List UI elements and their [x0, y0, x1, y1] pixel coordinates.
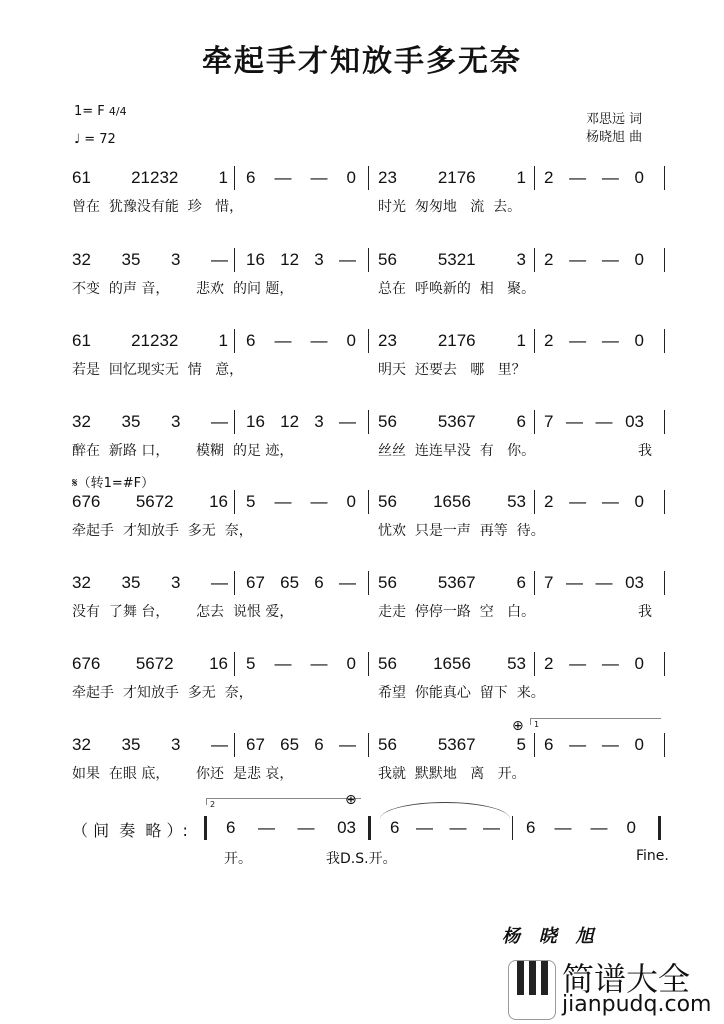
note-group: 32 — [72, 250, 91, 269]
note-group: 23 — [378, 331, 397, 350]
note-group: 12 — [280, 412, 300, 431]
song-title: 牵起手才知放手多无奈 — [202, 44, 522, 79]
note-group: 3 — [170, 412, 181, 431]
lyric-line: 我 — [638, 443, 652, 459]
note-group: 1 — [516, 331, 526, 350]
note-group: 3 — [170, 250, 181, 269]
note-group: 0 — [634, 492, 644, 511]
note-group: — — [569, 250, 587, 269]
final-barline — [658, 816, 661, 840]
note-group: 3 — [516, 250, 526, 269]
measure — [72, 735, 228, 755]
note-group: — — [310, 331, 328, 350]
note-group: — — [274, 331, 292, 350]
note-group: 1656 — [433, 492, 471, 511]
measure — [544, 735, 644, 755]
lyric-line: 时光 匆匆地 流 去。 — [378, 199, 522, 215]
barline — [534, 652, 535, 676]
note-group: 21232 — [131, 331, 179, 350]
note-group: 6 — [246, 168, 256, 187]
note-group: — — [274, 654, 292, 673]
lyric-line: 没有 了舞 台， 怎去 说恨 爱， — [72, 604, 294, 620]
barline — [234, 329, 235, 353]
note-group: 1 — [218, 168, 228, 187]
barline — [664, 410, 665, 434]
measure — [246, 250, 356, 270]
lyric-line: 我 — [638, 604, 652, 620]
barline — [368, 410, 369, 434]
note-group: 5367 — [437, 735, 476, 754]
note-group: — — [601, 331, 619, 350]
barline — [234, 166, 235, 190]
lyric-line: 不变 的声 音， 悲欢 的问 题， — [72, 281, 294, 297]
score-row — [0, 492, 724, 539]
measure — [544, 492, 644, 512]
note-group: 6 — [526, 818, 536, 837]
note-group: 0 — [626, 818, 636, 837]
final-row — [0, 792, 724, 867]
barline — [234, 248, 235, 272]
barline — [664, 571, 665, 595]
barline — [664, 490, 665, 514]
note-group: 53 — [507, 654, 526, 673]
note-group: — — [211, 573, 228, 592]
lyricist: 邓思远 词 — [586, 112, 643, 127]
measure — [378, 492, 526, 512]
tie-slur — [380, 802, 510, 819]
barline — [368, 248, 369, 272]
note-group: 32 — [72, 735, 91, 754]
note-group: 2 — [544, 654, 554, 673]
lyric: 我D.S.开。 — [326, 851, 397, 867]
note-group: 676 — [72, 492, 101, 511]
lyric-line: 丝丝 连连早没 有 你。 — [378, 443, 536, 459]
note-group: 23 — [378, 168, 397, 187]
note-group: 03 — [337, 818, 356, 837]
measure — [72, 168, 228, 188]
note-group: 56 — [378, 654, 397, 673]
note-group: 03 — [625, 412, 644, 431]
measure — [246, 492, 356, 512]
measure — [378, 250, 526, 270]
note-group: 7 — [544, 412, 554, 431]
measure — [246, 735, 356, 755]
note-group: 5367 — [437, 573, 476, 592]
note-group: 56 — [378, 573, 397, 592]
note-group: 16 — [246, 412, 265, 431]
lyric-line: 如果 在眼 底， 你还 是悲 哀， — [72, 766, 294, 782]
barline — [234, 733, 235, 757]
fine-marking: Fine. — [636, 848, 669, 864]
barline — [368, 733, 369, 757]
barline — [664, 733, 665, 757]
note-group: 6 — [226, 818, 236, 837]
note-group: 0 — [634, 250, 644, 269]
note-group: — — [590, 818, 608, 837]
measure — [246, 412, 356, 432]
lyric-line: 希望 你能真心 留下 来。 — [378, 685, 545, 701]
note-group: 6 — [544, 735, 554, 754]
measure — [72, 412, 228, 432]
note-group: 35 — [121, 573, 141, 592]
note-group: 6 — [246, 331, 256, 350]
note-group: 2 — [544, 250, 554, 269]
note-group: 35 — [121, 735, 141, 754]
composer: 杨晓旭 曲 — [586, 130, 643, 145]
measure — [378, 654, 526, 674]
score-row — [0, 412, 724, 459]
piano-icon — [508, 960, 556, 1020]
note-group: — — [338, 412, 356, 431]
note-group: 0 — [634, 654, 644, 673]
note-group: — — [569, 654, 587, 673]
measure — [544, 168, 644, 188]
note-group: — — [569, 168, 587, 187]
note-group: — — [569, 331, 587, 350]
barline — [512, 816, 513, 840]
barline — [664, 248, 665, 272]
volta-1-bracket: 1 — [530, 718, 661, 725]
lyric-line: 走走 停停一路 空 白。 — [378, 604, 536, 620]
note-group: 3 — [170, 573, 181, 592]
note-group: 6 — [516, 412, 526, 431]
score-row — [0, 573, 724, 620]
lyric: 开。 — [224, 851, 252, 867]
note-group: 6 — [314, 735, 324, 754]
watermark-url: jianpudq.com — [562, 992, 712, 1017]
note-group: — — [310, 168, 328, 187]
measure — [246, 654, 356, 674]
measure — [544, 573, 644, 593]
measure — [390, 818, 500, 838]
note-group: 0 — [346, 331, 356, 350]
note-group: 2176 — [437, 168, 476, 187]
note-group: 2 — [544, 168, 554, 187]
note-group: 16 — [209, 492, 228, 511]
measure — [544, 250, 644, 270]
note-group: — — [601, 250, 619, 269]
coda-icon: ⊕ — [512, 718, 524, 734]
measure — [246, 168, 356, 188]
note-group: 65 — [280, 573, 300, 592]
note-group: 3 — [314, 250, 324, 269]
segno-key-change: 𝄋（转1=#F） — [72, 476, 155, 491]
barline — [534, 490, 535, 514]
measure — [544, 331, 644, 351]
measure — [378, 412, 526, 432]
note-group: 5 — [516, 735, 526, 754]
lyric-line: 牵起手 才知放手 多无 奈， — [72, 685, 253, 701]
note-group: 67 — [246, 573, 265, 592]
signature: 杨 晓 旭 — [502, 926, 594, 947]
note-group: 56 — [378, 250, 397, 269]
note-group: — — [338, 250, 356, 269]
note-group: 5321 — [437, 250, 476, 269]
measure — [378, 331, 526, 351]
coda-icon: ⊕ — [345, 792, 357, 808]
measure — [72, 492, 228, 512]
note-group: 6 — [314, 573, 324, 592]
barline — [534, 410, 535, 434]
lyric-line: 醉在 新路 口， 模糊 的足 迹， — [72, 443, 294, 459]
note-group: 03 — [625, 573, 644, 592]
note-group: 2 — [544, 331, 554, 350]
score-row — [0, 654, 724, 701]
note-group: 2176 — [437, 331, 476, 350]
note-group: — — [566, 412, 583, 431]
note-group: 5 — [246, 654, 256, 673]
note-group: 0 — [634, 331, 644, 350]
note-group: 32 — [72, 573, 91, 592]
time-signature: 4/4 — [108, 105, 127, 118]
note-group: 56 — [378, 492, 397, 511]
score-row — [0, 250, 724, 297]
watermark-name: 简谱大全 — [562, 960, 691, 998]
measure — [246, 331, 356, 351]
note-group: — — [482, 818, 500, 837]
barline — [534, 733, 535, 757]
tempo: ♩ = 72 — [74, 132, 116, 147]
note-group: 0 — [634, 735, 644, 754]
score-row — [0, 735, 724, 782]
note-group: — — [297, 818, 315, 837]
note-group: 61 — [72, 168, 91, 187]
measure — [378, 573, 526, 593]
note-group: — — [601, 492, 619, 511]
note-group: 32 — [72, 412, 91, 431]
note-group: 3 — [314, 412, 324, 431]
barline — [234, 571, 235, 595]
note-group: 61 — [72, 331, 91, 350]
note-group: 676 — [72, 654, 101, 673]
note-group: 5367 — [437, 412, 476, 431]
barline — [234, 490, 235, 514]
note-group: 1 — [516, 168, 526, 187]
lyric-line: 牵起手 才知放手 多无 奈， — [72, 523, 253, 539]
barline — [534, 166, 535, 190]
barline — [368, 490, 369, 514]
note-group: 0 — [346, 654, 356, 673]
note-group: — — [595, 573, 613, 592]
measure — [246, 573, 356, 593]
note-group: 5672 — [135, 492, 174, 511]
note-group: 1 — [218, 331, 228, 350]
note-group: 16 — [209, 654, 228, 673]
note-group: 0 — [346, 168, 356, 187]
note-group: — — [449, 818, 467, 837]
note-group: — — [338, 573, 356, 592]
note-group: — — [554, 818, 572, 837]
note-group: — — [274, 168, 292, 187]
measure — [72, 331, 228, 351]
lyric-line: 总在 呼唤新的 相 聚。 — [378, 281, 536, 297]
measure — [72, 573, 228, 593]
note-group: — — [601, 735, 619, 754]
lyric-line: 曾在 犹豫没有能 珍 惜， — [72, 199, 244, 215]
barline — [368, 329, 369, 353]
measure — [378, 735, 526, 755]
note-group: — — [415, 818, 433, 837]
note-group: 5 — [246, 492, 256, 511]
note-group: 2 — [544, 492, 554, 511]
barline — [368, 166, 369, 190]
lyric-line: 忧欢 只是一声 再等 待。 — [378, 523, 545, 539]
note-group: 6 — [390, 818, 400, 837]
barline — [368, 652, 369, 676]
note-group: 16 — [246, 250, 265, 269]
note-group: 21232 — [131, 168, 179, 187]
note-group: 35 — [121, 250, 141, 269]
measure — [378, 168, 526, 188]
barline — [664, 652, 665, 676]
note-group: 67 — [246, 735, 265, 754]
volta-2-bracket: 2 — [206, 798, 361, 805]
note-group: — — [310, 492, 328, 511]
barline — [368, 571, 369, 595]
note-group: 1656 — [433, 654, 471, 673]
note-group: — — [274, 492, 292, 511]
note-group: — — [310, 654, 328, 673]
note-group: 7 — [544, 573, 554, 592]
note-group: 65 — [280, 735, 300, 754]
barline — [534, 248, 535, 272]
note-group: 12 — [280, 250, 300, 269]
measure — [72, 654, 228, 674]
note-group: 5672 — [135, 654, 174, 673]
interlude-label: （ 间 奏 略 ）: — [72, 821, 188, 840]
repeat-barline — [204, 816, 207, 840]
barline — [664, 329, 665, 353]
note-group: 6 — [516, 573, 526, 592]
note-group: — — [566, 573, 583, 592]
lyric-line: 若是 回忆现实无 情 意， — [72, 362, 244, 378]
note-group: — — [601, 654, 619, 673]
measure — [526, 818, 636, 838]
note-group: 56 — [378, 412, 397, 431]
note-group: — — [211, 412, 228, 431]
measure — [72, 250, 228, 270]
note-group: — — [211, 735, 228, 754]
measure — [544, 412, 644, 432]
barline — [234, 410, 235, 434]
barline — [664, 166, 665, 190]
note-group: 0 — [634, 168, 644, 187]
measure — [544, 654, 644, 674]
key-signature: 1= F 4/4 — [74, 104, 127, 119]
note-group: 0 — [346, 492, 356, 511]
measure — [226, 818, 356, 838]
note-group: 56 — [378, 735, 397, 754]
note-group: 53 — [507, 492, 526, 511]
note-group: 3 — [170, 735, 181, 754]
note-group: — — [258, 818, 275, 837]
barline — [534, 571, 535, 595]
barline — [234, 652, 235, 676]
note-group: — — [211, 250, 228, 269]
barline — [368, 816, 371, 840]
note-group: — — [338, 735, 356, 754]
note-group: — — [595, 412, 613, 431]
note-group: 35 — [121, 412, 141, 431]
score-row — [0, 168, 724, 215]
note-group: — — [569, 735, 587, 754]
lyric-line: 明天 还要去 哪 里？ — [378, 362, 526, 378]
note-group: — — [569, 492, 587, 511]
lyric-line: 我就 默默地 离 开。 — [378, 766, 526, 782]
score-row — [0, 331, 724, 378]
barline — [534, 329, 535, 353]
note-group: — — [601, 168, 619, 187]
